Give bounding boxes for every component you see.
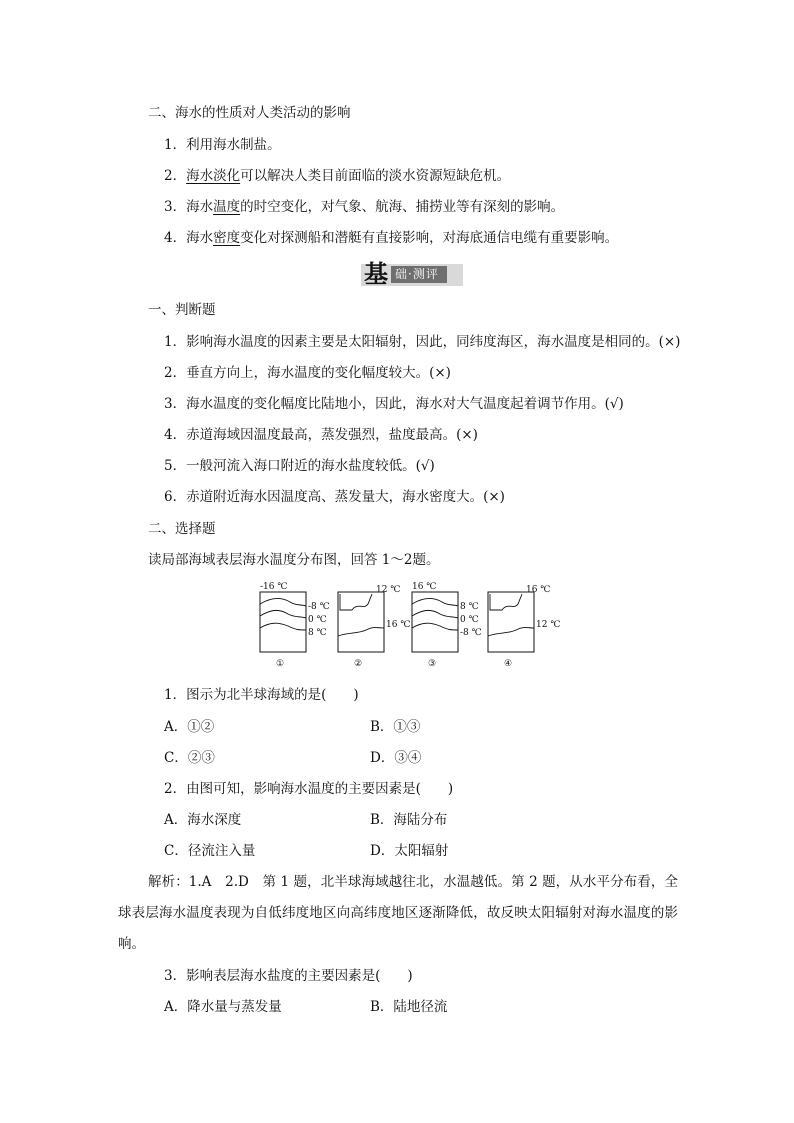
isotherm-label: 16 ℃ — [526, 585, 551, 595]
isotherm-label: 16 ℃ — [412, 582, 437, 592]
isotherm-label: 8 ℃ — [308, 628, 327, 638]
section-heading: 一、判断题 — [148, 302, 216, 318]
option-a: A．降水量与蒸发量 — [164, 999, 282, 1015]
section-banner — [361, 259, 463, 288]
list-item — [164, 229, 618, 247]
section-heading: 二、选择题 — [148, 521, 216, 537]
panel-1 — [260, 582, 330, 669]
underlined-term: 密度 — [213, 230, 241, 246]
option-b: B．海陆分布 — [370, 812, 448, 828]
item-text: 可以解决人类目前面临的淡水资源短缺危机。 — [240, 168, 511, 184]
panel-4 — [488, 585, 560, 669]
question: 3．影响表层海水盐度的主要因素是( ) — [164, 968, 413, 984]
section-heading: 二、海水的性质对人类活动的影响 — [148, 105, 351, 121]
option-c: C．径流注入量 — [164, 843, 256, 859]
question: 1．图示为北半球海域的是( ) — [164, 687, 359, 703]
option-a: A．海水深度 — [164, 812, 242, 828]
isotherm-label: -16 ℃ — [260, 582, 288, 592]
isotherm-label: 12 ℃ — [376, 585, 401, 595]
option-b: B．陆地径流 — [370, 999, 448, 1015]
item-prefix: 3．海水 — [164, 199, 214, 215]
isotherm-label: 0 ℃ — [460, 615, 479, 625]
item-text: 变化对探测船和潜艇有直接影响，对海底通信电缆有重要影响。 — [240, 230, 619, 246]
option-b: B．①③ — [370, 719, 421, 735]
list-item: 1．影响海水温度的因素主要是太阳辐射，因此，同纬度海区，海水温度是相同的。(×) — [164, 334, 681, 350]
item-prefix: 4．海水 — [164, 230, 214, 246]
list-item: 3．海水温度的变化幅度比陆地小，因此，海水对大气温度起着调节作用。(√) — [164, 396, 624, 412]
isotherm-label: 0 ℃ — [308, 615, 327, 625]
option-c: C．②③ — [164, 750, 215, 766]
question-intro: 读局部海域表层海水温度分布图，回答 1～2题。 — [148, 552, 440, 568]
isotherm-label: 16 ℃ — [386, 620, 411, 630]
panel-label: ④ — [504, 659, 513, 669]
panel-3 — [412, 582, 482, 669]
panel-label: ① — [276, 659, 285, 669]
isotherm-label: -8 ℃ — [460, 628, 482, 638]
option-a: A．①② — [164, 719, 215, 735]
panel-label: ② — [354, 659, 363, 669]
isotherm-figure — [240, 580, 580, 670]
list-item: 1．利用海水制盐。 — [164, 137, 281, 153]
underlined-term: 温度 — [213, 199, 241, 215]
question: 2．由图可知，影响海水温度的主要因素是( ) — [164, 781, 454, 797]
list-item — [164, 167, 510, 185]
option-d: D．太阳辐射 — [370, 843, 449, 859]
list-item — [164, 198, 564, 216]
list-item: 5．一般河流入海口附近的海水盐度较低。(√) — [164, 458, 435, 474]
isotherm-label: 8 ℃ — [460, 602, 479, 612]
list-item: 2．垂直方向上，海水温度的变化幅度较大。(×) — [164, 365, 451, 381]
option-d: D．③④ — [370, 750, 422, 766]
underlined-term: 海水淡化 — [186, 168, 241, 184]
banner-label: 础·测评 — [391, 266, 447, 283]
item-text: 的时空变化，对气象、航海、捕捞业等有深刻的影响。 — [240, 199, 565, 215]
isotherm-label: 12 ℃ — [536, 620, 561, 630]
panel-label: ③ — [428, 659, 437, 669]
panel-2 — [338, 585, 410, 669]
banner-big-char: 基 — [364, 259, 388, 288]
list-item: 4．赤道海域因温度最高，蒸发强烈，盐度最高。(×) — [164, 427, 478, 443]
isotherm-label: -8 ℃ — [308, 602, 330, 612]
list-item: 6．赤道附近海水因温度高、蒸发量大，海水密度大。(×) — [164, 489, 505, 505]
item-prefix: 2． — [164, 168, 187, 184]
analysis-paragraph: 解析：1.A 2.D 第 1 题，北半球海域越往北，水温越低。第 2 题，从水平分布看，全球表层海水温度表现为自低纬度地区向高纬度地区逐渐降低，故反映太阳辐射对海水温度的影响。 — [118, 874, 678, 952]
